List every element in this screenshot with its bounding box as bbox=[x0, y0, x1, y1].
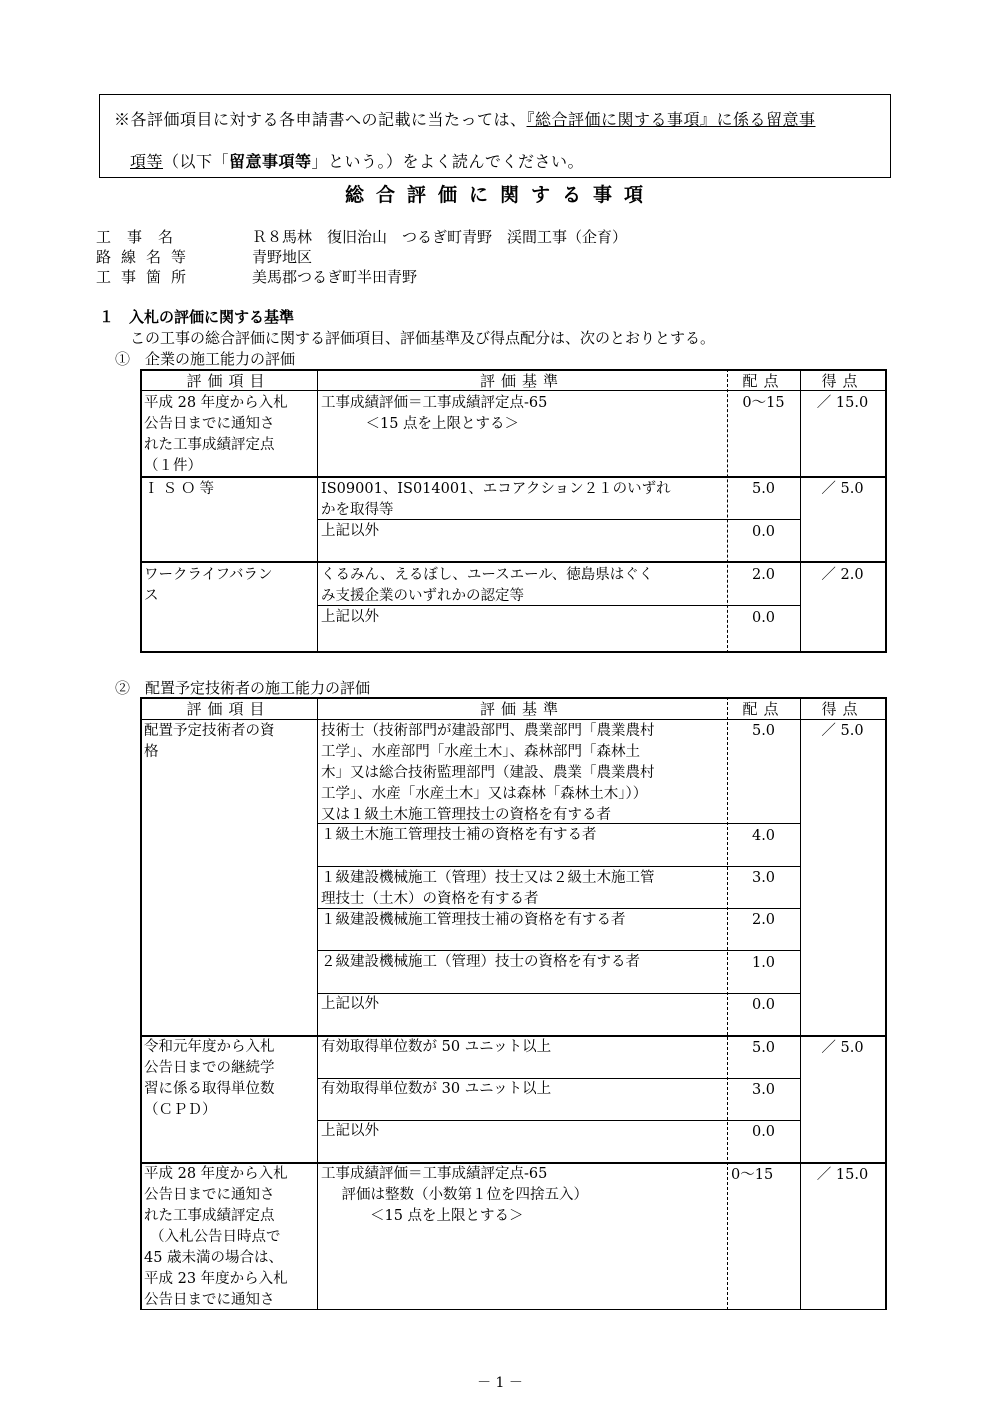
points-construction-grade: 0～15 bbox=[742, 395, 785, 411]
criteria-cpd-1: 有効取得単位数が 50 ユニット以上 bbox=[321, 1039, 552, 1055]
notice-line-2: 項等（以下「留意事項等」という。）をよく読んでください。 bbox=[130, 152, 585, 171]
criteria-qualification-1: 技術士（技術部門が建設部門、農業部門「農業農村 工学」、水産部門「水産土木」、森林部門「森林土 木」又は総合技術監理部門（建設、農業「農業農村 工学」、水産「水産土木」又は森林「森林土木」）） 又は１級土木施工管理技士の資格を有する者 bbox=[321, 723, 655, 823]
points-qualification-1: 5.0 bbox=[751, 723, 776, 739]
section-heading: １ 入札の評価に関する基準 bbox=[99, 308, 295, 326]
score-work-life-balance: ／ 2.0 bbox=[821, 567, 864, 583]
table1-caption: ① 企業の施工能力の評価 bbox=[115, 350, 296, 368]
criteria-qualification-other: 上記以外 bbox=[321, 996, 379, 1012]
header-points: 配点 bbox=[742, 372, 785, 390]
page-title: 総合評価に関する事項 bbox=[344, 184, 655, 206]
notice-box bbox=[99, 94, 891, 178]
criteria-qualification-2: １級土木施工管理技士補の資格を有する者 bbox=[321, 827, 597, 843]
score-iso: ／ 5.0 bbox=[821, 481, 864, 497]
score-engineer-construction-grade: ／ 15.0 bbox=[816, 1167, 869, 1183]
points-iso-other: 0.0 bbox=[751, 524, 776, 540]
criteria-construction-grade: 工事成績評価＝工事成績評定点-65 ＜15 点を上限とする＞ bbox=[321, 395, 548, 432]
points-qualification-4: 2.0 bbox=[751, 912, 776, 928]
criteria-cpd-other: 上記以外 bbox=[321, 1123, 379, 1139]
points-work-life-balance: 2.0 bbox=[751, 567, 776, 583]
points-qualification-3: 3.0 bbox=[751, 870, 776, 886]
criteria-work-life-balance: くるみん、えるぼし、ユースエール、徳島県はぐく み支援企業のいずれかの認定等 bbox=[321, 567, 654, 604]
score-cpd: ／ 5.0 bbox=[821, 1040, 864, 1056]
header-points: 配点 bbox=[742, 700, 785, 718]
points-cpd-1: 5.0 bbox=[751, 1040, 776, 1056]
header-item: 評価項目 bbox=[186, 372, 271, 390]
header-score: 得点 bbox=[821, 372, 864, 390]
item-engineer-qualification: 配置予定技術者の資 格 bbox=[144, 723, 275, 760]
item-iso: ＩＳＯ等 bbox=[144, 481, 218, 497]
points-engineer-construction-grade: 0～15 bbox=[731, 1167, 774, 1183]
item-construction-grade: 平成 28 年度から入札 公告日までに通知さ れた工事成績評定点 （１件） bbox=[144, 395, 288, 474]
info-row-location: 工事箇所 美馬郡つるぎ町半田青野 bbox=[96, 268, 418, 286]
criteria-work-life-balance-other: 上記以外 bbox=[321, 609, 379, 625]
header-item: 評価項目 bbox=[186, 700, 271, 718]
criteria-iso-other: 上記以外 bbox=[321, 523, 379, 539]
info-row-route-name: 路線名等 青野地区 bbox=[96, 248, 313, 266]
score-engineer-qualification: ／ 5.0 bbox=[821, 723, 864, 739]
points-work-life-balance-other: 0.0 bbox=[751, 610, 776, 626]
header-criteria: 評価基準 bbox=[479, 700, 564, 718]
points-qualification-other: 0.0 bbox=[751, 997, 776, 1013]
points-iso: 5.0 bbox=[751, 481, 776, 497]
notice-line-1: ※各評価項目に対する各申請書への記載に当たっては、『総合評価に関する事項』に係る留意事 bbox=[114, 110, 816, 129]
points-qualification-2: 4.0 bbox=[751, 828, 776, 844]
item-engineer-construction-grade: 平成 28 年度から入札 公告日までに通知さ れた工事成績評定点 （入札公告日時点で 45 歳未満の場合は、 平成 23 年度から入札 公告日までに通知さ bbox=[144, 1166, 288, 1308]
table-engineer-ability bbox=[140, 697, 887, 1313]
notice-link: 『総合評価に関する事項』に係る留意事 bbox=[526, 110, 816, 129]
info-row-construction-name: 工事名 Ｒ８馬林 復旧治山 つるぎ町青野 渓間工事（企育） bbox=[96, 228, 628, 246]
points-qualification-5: 1.0 bbox=[751, 955, 776, 971]
page-number: － 1 － bbox=[477, 1375, 523, 1391]
item-cpd: 令和元年度から入札 公告日までの継続学 習に係る取得単位数 （ＣＰＤ） bbox=[144, 1039, 275, 1118]
item-work-life-balance: ワークライフバラン ス bbox=[144, 567, 273, 604]
header-score: 得点 bbox=[821, 700, 864, 718]
points-cpd-other: 0.0 bbox=[751, 1124, 776, 1140]
criteria-qualification-5: ２級建設機械施工（管理）技士の資格を有する者 bbox=[321, 954, 640, 970]
score-construction-grade: ／ 15.0 bbox=[816, 395, 869, 411]
points-cpd-2: 3.0 bbox=[751, 1082, 776, 1098]
criteria-qualification-3: １級建設機械施工（管理）技士又は２級土木施工管 理技士（土木）の資格を有する者 bbox=[321, 870, 655, 907]
criteria-iso: IS09001、IS014001、エコアクション２１のいずれ かを取得等 bbox=[321, 481, 671, 518]
criteria-engineer-construction-grade: 工事成績評価＝工事成績評定点-65 評価は整数（小数第１位を四捨五入） ＜15 点を上限とする＞ bbox=[321, 1166, 588, 1224]
header-criteria: 評価基準 bbox=[479, 372, 564, 390]
criteria-qualification-4: １級建設機械施工管理技士補の資格を有する者 bbox=[321, 912, 626, 928]
table-company-ability bbox=[140, 369, 887, 654]
table2-caption: ② 配置予定技術者の施工能力の評価 bbox=[115, 679, 371, 697]
section-intro: この工事の総合評価に関する評価項目、評価基準及び得点配分は、次のとおりとする。 bbox=[130, 329, 716, 347]
criteria-cpd-2: 有効取得単位数が 30 ユニット以上 bbox=[321, 1081, 552, 1097]
